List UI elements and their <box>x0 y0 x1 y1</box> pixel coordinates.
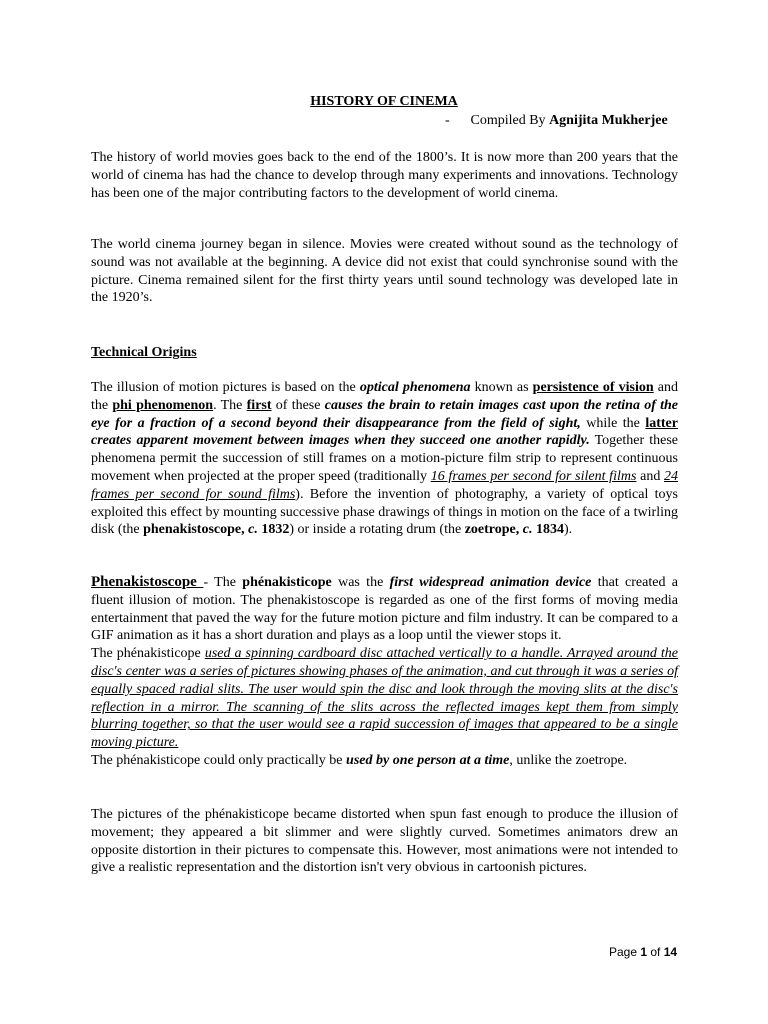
text-run: c. <box>522 522 533 538</box>
text-run: creates apparent movement between images when they succeed one another rapidly. <box>91 433 590 449</box>
text-run: - The <box>203 575 243 590</box>
technical-origins-paragraph <box>91 379 678 539</box>
text-run: phi phenomenon <box>112 397 214 413</box>
text-run: optical phenomena <box>359 380 471 395</box>
text-run: . The <box>213 397 247 413</box>
technical-origins-heading: Technical Origins <box>91 345 197 360</box>
text-run: 1834 <box>532 522 564 538</box>
phenakistoscope-intro-text <box>91 574 678 645</box>
page-number-prefix: Page <box>609 945 641 959</box>
text-run: The illusion of motion pictures is based on the <box>91 380 360 395</box>
text-run: that created a fluent illusion of motion. The phenakistoscope is regarded as one of the first forms of moving media entertainment that paved the way for the future motion picture and film industry. It can be compared to a GIF animation as it has a short duration and plays as a loop until the viewer stops it. <box>91 575 678 644</box>
intro-p1-text: The history of world movies goes back to the end of the 1800’s. It is now more than 200 years that the world of cinema has had the chance to develop through many experiments and innovations. Technology has been one of the major contributing factors to the development of world cinema. <box>91 150 678 201</box>
text-run: phénakisticope <box>242 575 332 590</box>
text-run: The phénakisticope <box>91 646 205 662</box>
text-run: used by one person at a time <box>346 752 510 768</box>
text-run: zoetrope, <box>464 522 523 538</box>
current-page: 1 <box>640 945 648 959</box>
text-run: and <box>636 468 665 484</box>
section-heading-technical-origins <box>91 344 678 362</box>
phenakistoscope-paragraph <box>91 574 678 770</box>
text-run: used a spinning cardboard disc attached vertically to a handle. Arrayed around the disc's center was a series of pictures showing phases of the animation, and cut through it was a series of equally spaced radial slits. The user would spin the disc and look through the moving slits at the disc's reflection in a mirror. The scanning of the slits across the reflected images kept them from simply blurring together, so that the user would see a rapid succession of images that appeared to be a single moving picture. <box>91 646 678 751</box>
text-run: and the <box>91 380 679 413</box>
phenakisticope-description-text <box>91 645 678 752</box>
text-run: known as <box>470 380 533 395</box>
text-run: while the <box>580 415 646 431</box>
text-run: phenakistoscope, <box>143 522 249 538</box>
intro-paragraph-1 <box>91 149 678 202</box>
total-pages: 14 <box>663 945 678 959</box>
text-run: , unlike the zoetrope. <box>509 752 628 768</box>
text-run: ). <box>563 522 573 538</box>
text-run: 16 frames per second for silent films <box>430 468 637 484</box>
text-run: ). Before the invention of photography, a variety of optical toys exploited this effect by mounting successive phase drawings of things in motion on the face of a twirling disk (the <box>91 486 678 538</box>
phenakisticope-usage-text <box>91 752 678 770</box>
text-run: The phénakisticope could only practically be <box>91 752 347 768</box>
text-run: persistence of vision <box>532 380 654 395</box>
text-run: first widespread animation device <box>389 575 592 590</box>
text-run: c. <box>248 522 258 538</box>
page-number-separator: of <box>647 945 664 959</box>
phenakistoscope-heading: Phenakistoscope <box>91 574 204 590</box>
intro-p2-text: The world cinema journey began in silence. Movies were created without sound as the technology of sound was not available at the beginning. A device did not exist that could synchronise sound with the picture. Cinema remained silent for the first thirty years until sound technology was developed late in the 1920’s. <box>91 237 678 306</box>
byline-author: Agnijita Mukherjee <box>549 113 668 128</box>
byline-prefix: Compiled By <box>470 113 546 128</box>
text-run: first <box>246 397 272 413</box>
text-run: 1832 <box>257 522 290 538</box>
intro-paragraph-2 <box>91 236 678 307</box>
text-run: ) or inside a rotating drum (the <box>289 522 465 538</box>
text-run: was the <box>331 575 390 590</box>
distortion-paragraph <box>91 806 678 877</box>
text-run: 24 frames per second for sound films <box>91 468 679 502</box>
byline <box>445 112 668 130</box>
document-title: HISTORY OF CINEMA <box>310 94 458 109</box>
text-run: causes the brain to retain images cast upon the retina of the eye for a fraction of a second beyond their disappearance from the field of sight, <box>91 397 679 431</box>
technical-origins-text <box>91 379 678 539</box>
text-run: of these <box>271 397 325 413</box>
text-run: latter <box>645 415 678 431</box>
page-number <box>609 944 677 962</box>
distortion-text: The pictures of the phénakisticope became distorted when spun fast enough to produce the illusion of movement; they appeared a bit slimmer and were slightly curved. Sometimes animators drew an opposite distortion in their pictures to compensate this. However, most animations were not intended to give a realistic representation and the distortion isn't very obvious in cartoonish pictures. <box>91 807 678 876</box>
byline-dash: - <box>445 113 450 128</box>
text-run: Together these phenomena permit the succession of still frames on a motion-picture film strip to represent continuous movement when projected at the proper speed (traditionally <box>91 433 678 484</box>
